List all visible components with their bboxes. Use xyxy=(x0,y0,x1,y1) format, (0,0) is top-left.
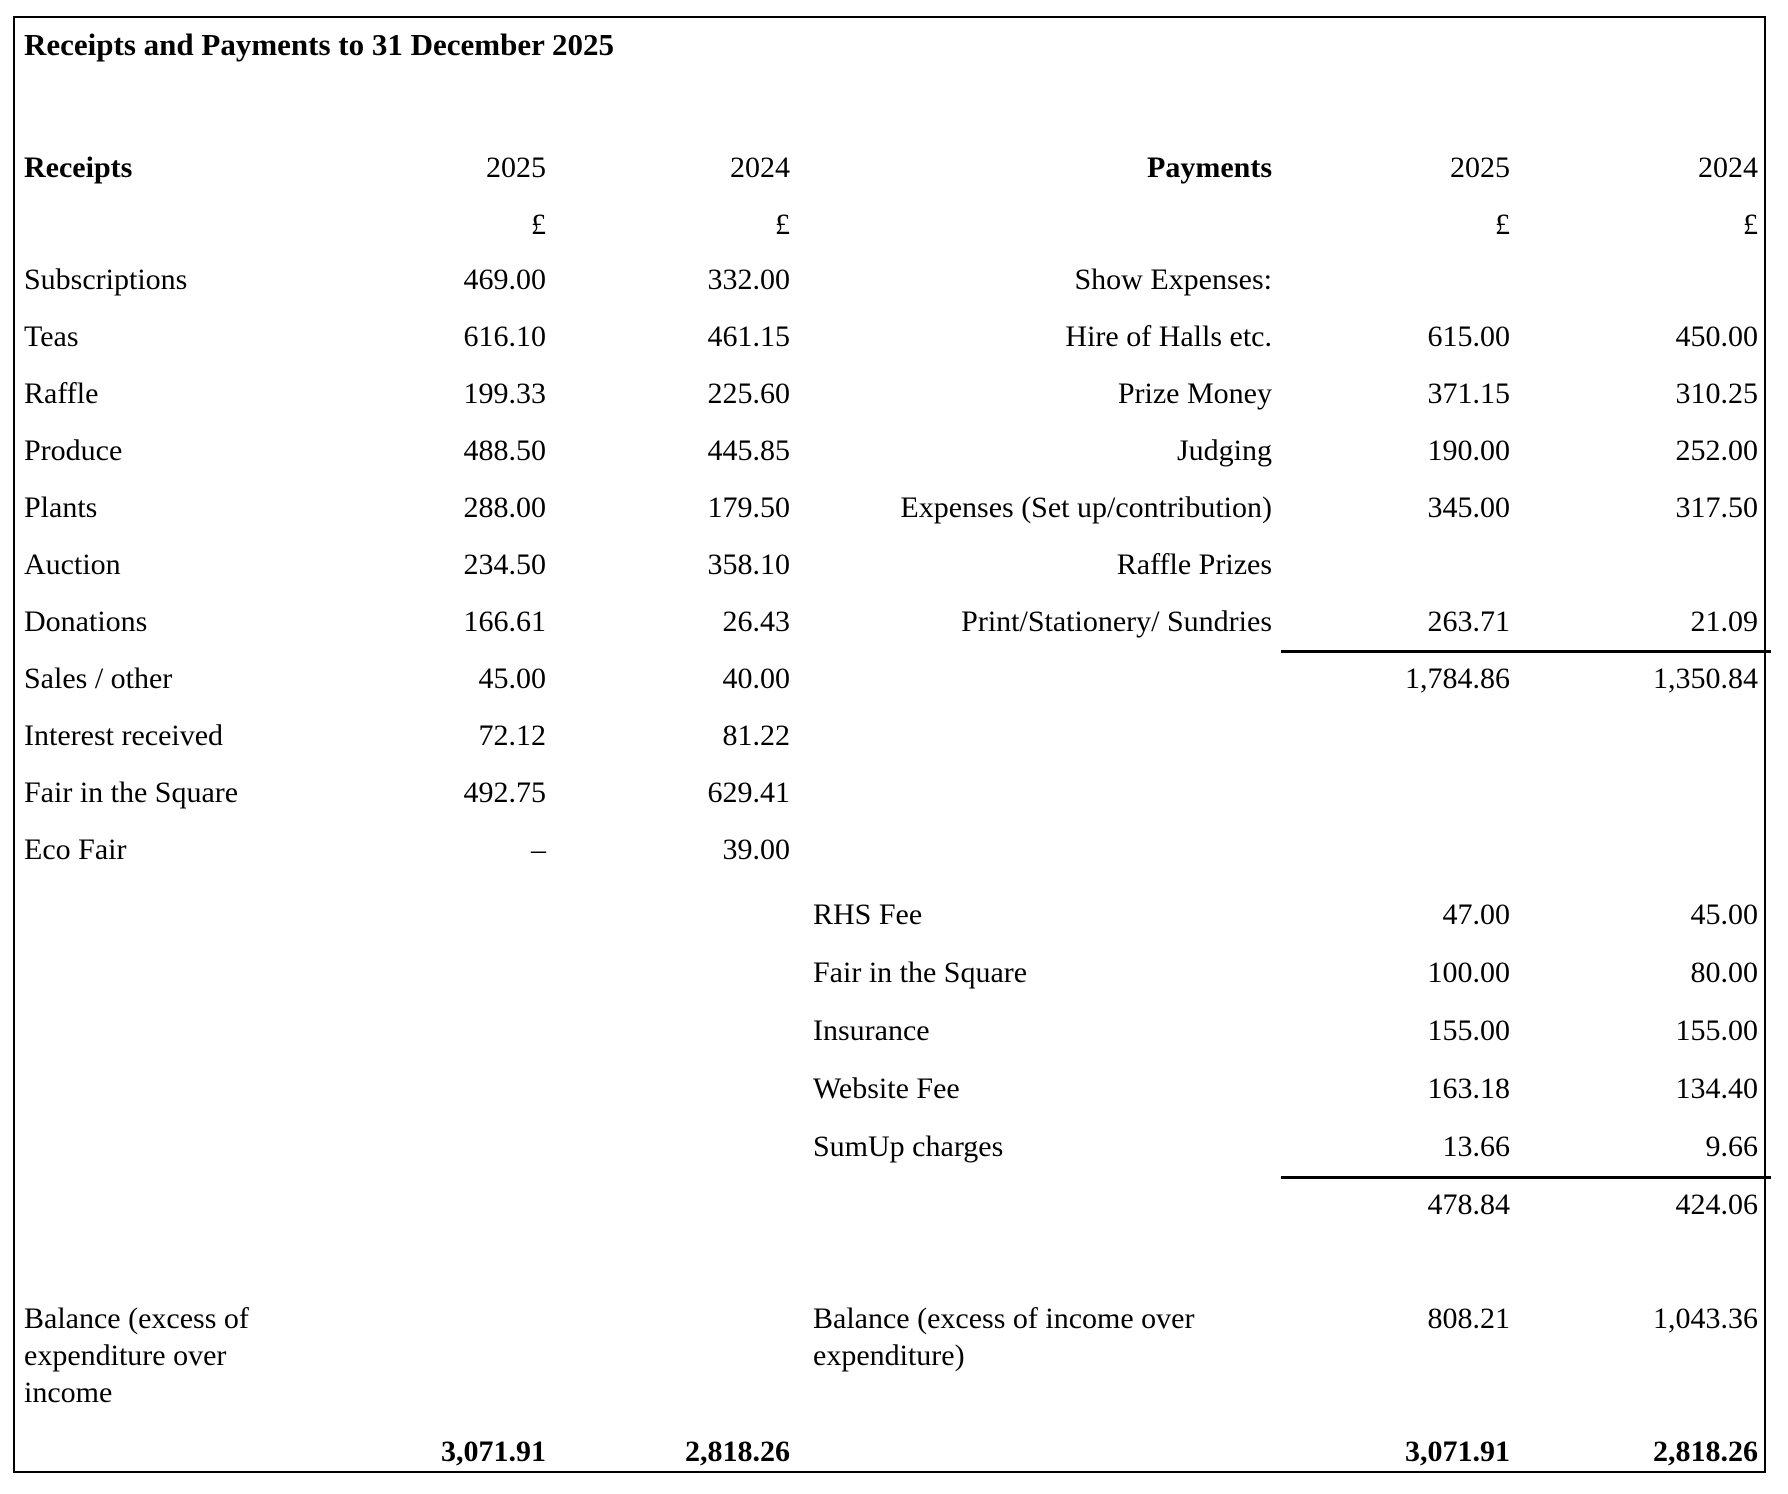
payments-row-value-2024: 310.25 xyxy=(1675,377,1758,410)
payments-row-value-2025: 155.00 xyxy=(1427,1014,1510,1047)
receipts-row-label: Fair in the Square xyxy=(24,776,239,809)
receipts-row-value-2024: 332.00 xyxy=(707,263,790,296)
payments-row-label: Fair in the Square xyxy=(813,956,1028,989)
table-row xyxy=(0,944,1788,1001)
payments-row-label: Hire of Halls etc. xyxy=(1065,320,1272,353)
other-subtotal-2025: 478.84 xyxy=(1427,1188,1510,1221)
payments-row-value-2025: 263.71 xyxy=(1427,605,1510,638)
show-expenses-subtotal-2024: 1,350.84 xyxy=(1653,662,1758,695)
table-row xyxy=(0,1176,1788,1233)
table-row xyxy=(0,821,1788,878)
payments-row-label: Show Expenses: xyxy=(1074,263,1272,296)
table-row xyxy=(0,886,1788,943)
receipts-row-label: Auction xyxy=(24,548,121,581)
payments-row-label: Print/Stationery/ Sundries xyxy=(961,605,1272,638)
other-subtotal-2024: 424.06 xyxy=(1675,1188,1758,1221)
receipts-row-value-2025: 616.10 xyxy=(463,320,546,353)
receipts-row-value-2025: 469.00 xyxy=(463,263,546,296)
receipts-total-2024: 2,818.26 xyxy=(685,1435,790,1468)
receipts-heading: Receipts xyxy=(24,151,133,184)
currency-symbol: £ xyxy=(1743,208,1758,241)
balance-line: Balance (excess of income over xyxy=(813,1302,1195,1335)
balance-line: expenditure over xyxy=(24,1339,227,1372)
payments-total-2024: 2,818.26 xyxy=(1653,1435,1758,1468)
payments-row-value-2025: 345.00 xyxy=(1427,491,1510,524)
payments-row-value-2024: 155.00 xyxy=(1675,1014,1758,1047)
receipts-balance-label xyxy=(24,1300,364,1411)
table-row xyxy=(0,1118,1788,1175)
payments-row-value-2024: 21.09 xyxy=(1690,605,1758,638)
payments-balance-label xyxy=(813,1300,1272,1374)
receipts-row-value-2025: 72.12 xyxy=(478,719,546,752)
payments-col-2025: 2025 xyxy=(1450,151,1510,184)
table-row xyxy=(0,707,1788,764)
table-row xyxy=(0,479,1788,536)
receipts-row-label: Plants xyxy=(24,491,98,524)
balance-line: Balance (excess of xyxy=(24,1302,249,1335)
balance-line: income xyxy=(24,1376,113,1409)
receipts-row-label: Raffle xyxy=(24,377,99,410)
receipts-row-value-2025: 234.50 xyxy=(463,548,546,581)
balance-row xyxy=(0,1300,1788,1420)
table-row xyxy=(0,1060,1788,1117)
payments-row-value-2024: 317.50 xyxy=(1675,491,1758,524)
page-title: Receipts and Payments to 31 December 2025 xyxy=(24,27,615,62)
header-row xyxy=(0,139,1788,196)
receipts-row-label: Teas xyxy=(24,320,79,353)
receipts-row-value-2025: 45.00 xyxy=(478,662,546,695)
table-row xyxy=(0,536,1788,593)
table-row xyxy=(0,593,1788,650)
payments-row-value-2024: 450.00 xyxy=(1675,320,1758,353)
table-row xyxy=(0,365,1788,422)
payments-row-value-2024: 45.00 xyxy=(1690,898,1758,931)
receipts-row-value-2025: 288.00 xyxy=(463,491,546,524)
payments-row-value-2025: 100.00 xyxy=(1427,956,1510,989)
receipts-row-value-2024: 179.50 xyxy=(707,491,790,524)
payments-row-value-2025: 615.00 xyxy=(1427,320,1510,353)
receipts-row-value-2024: 39.00 xyxy=(722,833,790,866)
table-row xyxy=(0,650,1788,707)
receipts-row-label: Eco Fair xyxy=(24,833,127,866)
receipts-col-2025: 2025 xyxy=(486,151,546,184)
receipts-total-2025: 3,071.91 xyxy=(441,1435,546,1468)
payments-col-2024: 2024 xyxy=(1698,151,1758,184)
receipts-row-value-2024: 225.60 xyxy=(707,377,790,410)
receipts-row-value-2025: 492.75 xyxy=(463,776,546,809)
receipts-row-value-2024: 445.85 xyxy=(707,434,790,467)
receipts-row-value-2025: 166.61 xyxy=(463,605,546,638)
payments-row-label: Judging xyxy=(1176,434,1272,467)
payments-row-value-2024: 80.00 xyxy=(1690,956,1758,989)
payments-row-value-2025: 13.66 xyxy=(1442,1130,1510,1163)
receipts-row-value-2025: 199.33 xyxy=(463,377,546,410)
payments-row-value-2025: 190.00 xyxy=(1427,434,1510,467)
payments-row-label: Expenses (Set up/contribution) xyxy=(900,491,1272,524)
receipts-row-value-2024: 40.00 xyxy=(722,662,790,695)
table-row xyxy=(0,422,1788,479)
payments-heading: Payments xyxy=(1147,151,1272,184)
payments-row-value-2025: 163.18 xyxy=(1427,1072,1510,1105)
payments-row-label: Raffle Prizes xyxy=(1116,548,1272,581)
payments-row-label: RHS Fee xyxy=(813,898,923,931)
payments-row-value-2025: 47.00 xyxy=(1442,898,1510,931)
payments-row-value-2025: 371.15 xyxy=(1427,377,1510,410)
payments-row-label: Insurance xyxy=(813,1014,930,1047)
receipts-row-value-2024: 629.41 xyxy=(707,776,790,809)
payments-balance-2025: 808.21 xyxy=(1427,1302,1510,1335)
receipts-row-value-2025: 488.50 xyxy=(463,434,546,467)
receipts-row-value-2024: 26.43 xyxy=(722,605,790,638)
receipts-row-label: Subscriptions xyxy=(24,263,188,296)
receipts-col-2024: 2024 xyxy=(730,151,790,184)
payments-row-value-2024: 9.66 xyxy=(1705,1130,1758,1163)
receipts-row-value-2024: 461.15 xyxy=(707,320,790,353)
totals-row xyxy=(0,1423,1788,1480)
balance-line: expenditure) xyxy=(813,1339,965,1372)
receipts-row-label: Interest received xyxy=(24,719,224,752)
receipts-row-label: Sales / other xyxy=(24,662,173,695)
receipts-row-label: Produce xyxy=(24,434,123,467)
table-row xyxy=(0,251,1788,308)
payments-row-value-2024: 134.40 xyxy=(1675,1072,1758,1105)
payments-balance-2024: 1,043.36 xyxy=(1653,1302,1758,1335)
payments-row-label: SumUp charges xyxy=(813,1130,1004,1163)
receipts-row-value-2024: 81.22 xyxy=(722,719,790,752)
payments-row-label: Prize Money xyxy=(1117,377,1272,410)
currency-symbol: £ xyxy=(531,208,546,241)
receipts-row-label: Donations xyxy=(24,605,148,638)
table-row xyxy=(0,764,1788,821)
receipts-row-value-2025: – xyxy=(531,833,546,866)
payments-row-label: Website Fee xyxy=(813,1072,960,1105)
show-expenses-subtotal-2025: 1,784.86 xyxy=(1405,662,1510,695)
payments-row-value-2024: 252.00 xyxy=(1675,434,1758,467)
receipts-row-value-2024: 358.10 xyxy=(707,548,790,581)
table-row xyxy=(0,1002,1788,1059)
currency-symbol: £ xyxy=(775,208,790,241)
table-row xyxy=(0,308,1788,365)
payments-total-2025: 3,071.91 xyxy=(1405,1435,1510,1468)
currency-symbol: £ xyxy=(1495,208,1510,241)
currency-row xyxy=(0,196,1788,253)
